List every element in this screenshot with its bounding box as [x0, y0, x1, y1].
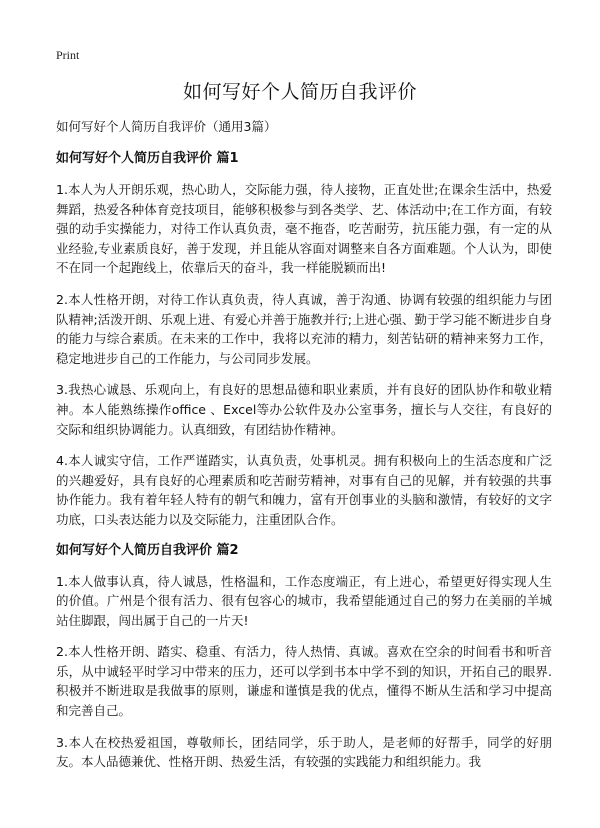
- paragraph: 4.本人诚实守信，工作严谨踏实，认真负责，处事机灵。拥有积极向上的生活态度和广泛的兴趣爱好，具有良好的心理素质和吃苦耐劳精神，对事有自己的见解，并有较强的共事协作能力。我有着年轻人特有的朝气和魄力，富有开创事业的头脑和激情，有较好的文字功底，口头表达能力以及交际能力，注重团队合作。: [56, 453, 552, 527]
- paragraph: 3.我热心诚恳、乐观向上，有良好的思想品德和职业素质，并有良好的团队协作和敬业精神。本人能熟练操作office 、Excel等办公软件及办公室事务，擅长与人交往，有良好的交际和组织协调能力。认真细致，有团结协作精神。: [56, 382, 552, 437]
- section-2: [56, 542, 552, 772]
- print-link[interactable]: Print: [56, 48, 80, 62]
- section-heading: 如何写好个人简历自我评价 篇2: [56, 542, 239, 558]
- paragraph: 1.本人做事认真，待人诚恳，性格温和，工作态度端正，有上进心，希望更好得实现人生的价值。广州是个很有活力、很有包容心的城市，我希望能通过自己的努力在美丽的羊城站住脚跟，闯出属于自己的一片天!: [56, 573, 552, 628]
- paragraph: 2.本人性格开朗，对待工作认真负责，待人真诚，善于沟通、协调有较强的组织能力与团队精神;活泼开朗、乐观上进、有爱心并善于施教并行;上进心强、勤于学习能不断进步自身的能力与综合素质。在未来的工作中，我将以充沛的精力，刻苦钻研的精神来努力工作，稳定地进步自己的工作能力，与公司同步发展。: [56, 291, 552, 366]
- document-title: 如何写好个人简历自我评价: [182, 81, 417, 103]
- section-1: [56, 150, 552, 530]
- paragraph: 2.本人性格开朗、踏实、稳重、有活力，待人热情、真诚。喜欢在空余的时间看书和听音乐，从中诚轻平时学习中带来的压力，还可以学到书本中学不到的知识，开拓自己的眼界. 积极并不断进取是我做事的原则，谦虚和谨慎是我的优点，懂得不断从生活和学习中提高和完善自己。: [56, 644, 552, 719]
- document-body: [56, 118, 552, 784]
- paragraph: 3.本人在校热爱祖国，尊敬师长，团结同学，乐于助人，是老师的好帮手，同学的好朋友。本人品德兼优、性格开朗、热爱生活，有较强的实践能力和组织能力。我: [56, 734, 552, 770]
- document-intro: 如何写好个人简历自我评价（通用3篇）: [56, 119, 277, 134]
- section-heading: 如何写好个人简历自我评价 篇1: [56, 151, 239, 166]
- paragraph: 1.本人为人开朗乐观，热心助人，交际能力强，待人接物，正直处世;在课余生活中，热爱舞蹈，热爱各种体育竞技项目，能够积极参与到各类学、艺、体活动中;在工作方面，有较强的动手实操能力，对待工作认真负责，毫不拖沓，吃苦耐劳，抗压能力强，有一定的从业经验,专业素质良好，善于发现，并且能从容面对调整来自各方面难题。个人认为，即使不在同一个起跑线上，依靠后天的奋斗，我一样能脱颖而出!: [56, 182, 552, 276]
